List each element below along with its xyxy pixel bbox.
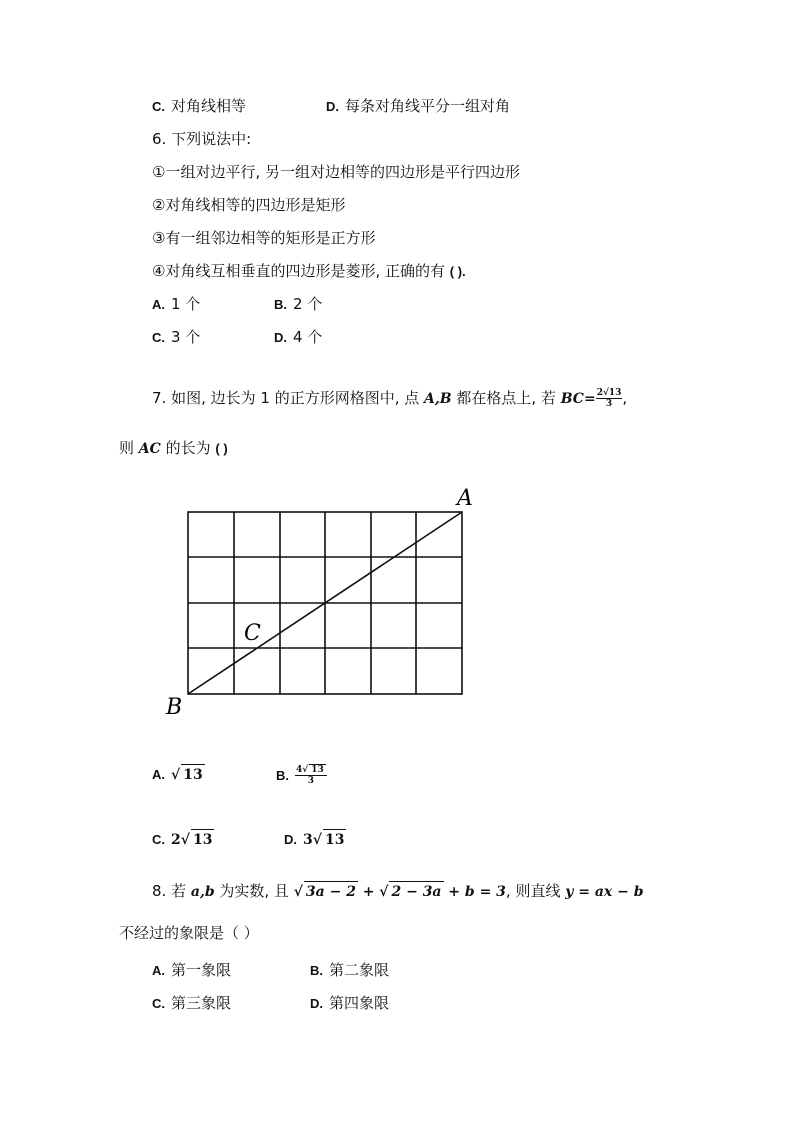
q8-radicand-2: 2 − 3a — [389, 881, 443, 902]
q6-option-b — [274, 294, 322, 315]
q8-option-c-text: 第三象限 — [171, 994, 232, 1012]
q5-option-d-label: D. — [326, 99, 339, 114]
q7-option-c: C. 2√ 13 — [152, 829, 214, 850]
q7-option-a-label: A. — [152, 767, 165, 782]
q8-stem-b: 为实数, 且 — [219, 882, 289, 900]
q7-stem-c: 则 — [119, 439, 135, 457]
q8-option-b-text: 第二象限 — [329, 961, 390, 979]
q8-option-c-label: C. — [152, 996, 165, 1011]
q7-ac: AC — [138, 441, 161, 457]
q7-grid-figure — [150, 478, 490, 728]
q5-option-d — [326, 96, 510, 117]
q7-stem-d: 的长为 — [165, 439, 211, 457]
q7-fraction — [596, 388, 623, 409]
q8-radicand-1: 3a − 2 — [304, 881, 358, 902]
q8-option-a-label: A. — [152, 963, 165, 978]
q7-option-a-radicand: 13 — [181, 764, 204, 785]
point-c-label: C — [244, 621, 261, 646]
q7-option-d: D. 3√ 13 — [284, 829, 346, 850]
q6-statement-4-text: ④对角线互相垂直的四边形是菱形, 正确的有 — [152, 262, 445, 280]
q7-fraction-num: 2√13 — [596, 388, 622, 398]
q6-statement-2: ②对角线相等的四边形是矩形 — [152, 196, 346, 214]
q8-option-d-text: 第四象限 — [329, 994, 390, 1012]
q6-statement-1: ①一组对边平行, 另一组对边相等的四边形是平行四边形 — [152, 163, 520, 181]
q7-option-b-fraction: $\frac{4√ 13}{3}$ — [295, 764, 327, 786]
q7-option-a: A. √ 13 — [152, 764, 205, 785]
q8-option-a — [152, 960, 231, 981]
q7-bc: BC — [560, 391, 584, 407]
q7-option-b-radicand: 13 — [311, 765, 324, 775]
q7-comma: , — [622, 389, 628, 407]
q6-option-a-label: A. — [152, 297, 165, 312]
q7-eq: = — [583, 391, 596, 407]
q6-option-b-text: 2 个 — [293, 295, 323, 313]
q7-option-c-label: C. — [152, 832, 165, 847]
q8-ab: a,b — [190, 884, 215, 900]
q6-answer-paren: ( ). — [449, 264, 466, 279]
q8-option-d — [310, 993, 389, 1014]
q7-option-d-coef: 3 — [303, 832, 313, 848]
q7-option-b-den: 3 — [307, 776, 314, 786]
q7-option-c-coef: 2 — [171, 832, 181, 848]
q6-option-d-label: D. — [274, 330, 287, 345]
q5-option-c — [152, 96, 246, 117]
q8-option-a-text: 第一象限 — [171, 961, 232, 979]
q8-plus: + — [362, 884, 375, 900]
q5-option-d-text: 每条对角线平分一组对角 — [345, 97, 511, 115]
q6-option-d-text: 4 个 — [293, 328, 323, 346]
q8-stem-d: 不经过的象限是（ ） — [119, 924, 259, 942]
q7-fraction-den: 3 — [605, 399, 613, 409]
q8-option-c — [152, 993, 231, 1014]
q6-option-b-label: B. — [274, 297, 287, 312]
q5-option-c-text: 对角线相等 — [171, 97, 247, 115]
q6-option-c — [152, 327, 200, 348]
q6-option-c-text: 3 个 — [171, 328, 201, 346]
q8-tail: + b = 3 — [448, 884, 506, 900]
q7-stem-a: 7. 如图, 边长为 1 的正方形网格图中, 点 — [152, 389, 420, 407]
q7-stem-line1 — [152, 386, 627, 411]
q7-option-b-coef: 4 — [296, 765, 303, 775]
q6-statement-3: ③有一组邻边相等的矩形是正方形 — [152, 229, 376, 247]
q7-stem-line2 — [119, 438, 234, 459]
q7-stem-b: 都在格点上, 若 — [456, 389, 556, 407]
point-b-label: B — [166, 695, 183, 720]
q6-option-c-label: C. — [152, 330, 165, 345]
q8-stem-c: , 则直线 — [505, 882, 561, 900]
q6-option-a — [152, 294, 200, 315]
q7-answer-paren: ( ) — [215, 441, 228, 456]
q7-option-d-label: D. — [284, 832, 297, 847]
q7-option-b — [276, 764, 327, 786]
q5-option-c-label: C. — [152, 99, 165, 114]
q7-option-d-radicand: 13 — [323, 829, 346, 850]
q8-option-b-label: B. — [310, 963, 323, 978]
point-a-label: A — [457, 486, 473, 511]
q8-stem-line1: 8. 若 a,b 为实数, 且 √ 3a − 2 + √ 2 − 3a + b = 3, 则直线 y = ax − b — [152, 882, 644, 900]
q7-option-c-radicand: 13 — [191, 829, 214, 850]
q6-statement-4 — [152, 261, 472, 282]
q7-option-b-label: B. — [276, 767, 289, 783]
q6-option-d — [274, 327, 322, 348]
q8-option-d-label: D. — [310, 996, 323, 1011]
q7-points: A,B — [424, 391, 452, 407]
q8-option-b — [310, 960, 389, 981]
q8-line-equation: y = ax − b — [565, 884, 644, 900]
q6-stem: 6. 下列说法中: — [152, 130, 252, 148]
q6-option-a-text: 1 个 — [171, 295, 201, 313]
q8-stem-a: 8. 若 — [152, 882, 187, 900]
